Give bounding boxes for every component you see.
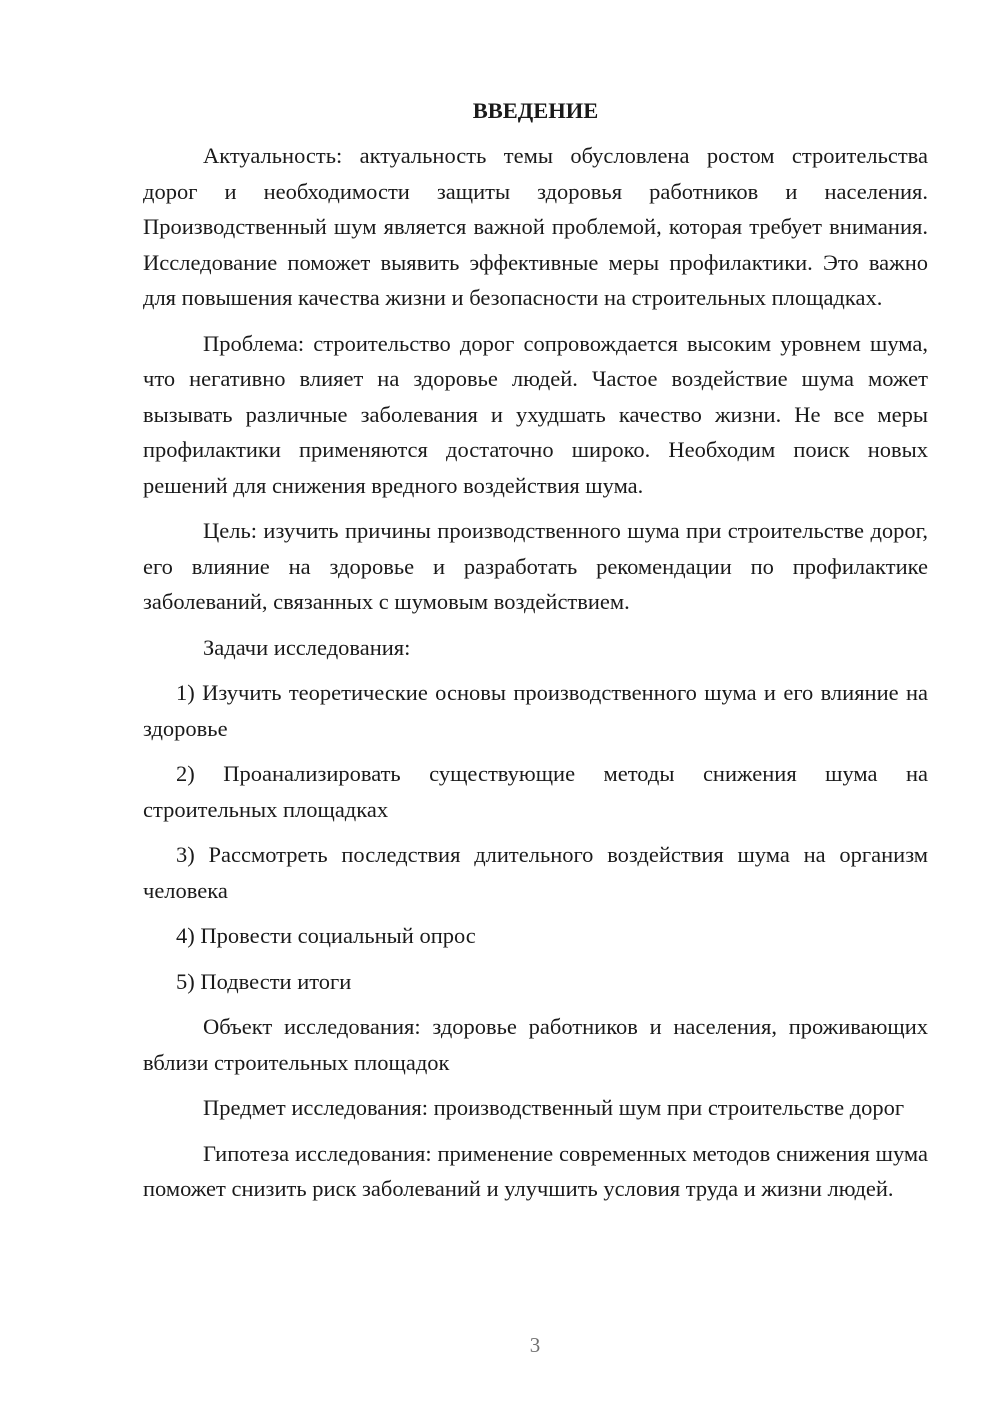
hypothesis-paragraph: Гипотеза исследования: применение современных методов снижения шума поможет снизить риск заболеваний и улучшить условия труда и жизни людей. <box>143 1140 928 1201</box>
section-title: ВВЕДЕНИЕ <box>472 98 599 123</box>
problem-paragraph: Проблема: строительство дорог сопровождается высоким уровнем шума, что негативно влияет на здоровье людей. Частое воздействие шума может вызывать различные заболевания и ухудшать качество жизни. Не все меры профилактики применяются достаточно широко. Необходим поиск новых решений для снижения вредного воздействия шума. <box>143 330 928 498</box>
task-item: 1) Изучить теоретические основы производственного шума и его влияние на здоровье <box>143 680 928 741</box>
subject-paragraph: Предмет исследования: производственный шум при строительстве дорог <box>203 1095 905 1120</box>
document-page <box>143 93 928 1217</box>
tasks-heading: Задачи исследования: <box>203 634 411 660</box>
task-item: 2) Проанализировать существующие методы снижения шума на строительных площадках <box>143 761 928 822</box>
goal-paragraph: Цель: изучить причины производственного шума при строительстве дорог, его влияние на здоровье и разработать рекомендации по профилактике заболеваний, связанных с шумовым воздействием. <box>143 518 928 614</box>
task-item: 4) Провести социальный опрос <box>176 923 476 948</box>
relevance-paragraph: Актуальность: актуальность темы обусловлена ростом строительства дорог и необходимости защиты здоровья работников и населения. Производственный шум является важной проблемой, которая требует внимания. Исследование поможет выявить эффективные меры профилактики. Это важно для повышения качества жизни и безопасности на строительных площадках. <box>143 143 928 310</box>
task-item: 5) Подвести итоги <box>176 968 352 994</box>
task-item: 3) Рассмотреть последствия длительного воздействия шума на организм человека <box>143 842 928 903</box>
object-paragraph: Объект исследования: здоровье работников и населения, проживающих вблизи строительных площадок <box>143 1014 928 1075</box>
page-number: 3 <box>529 1333 541 1357</box>
